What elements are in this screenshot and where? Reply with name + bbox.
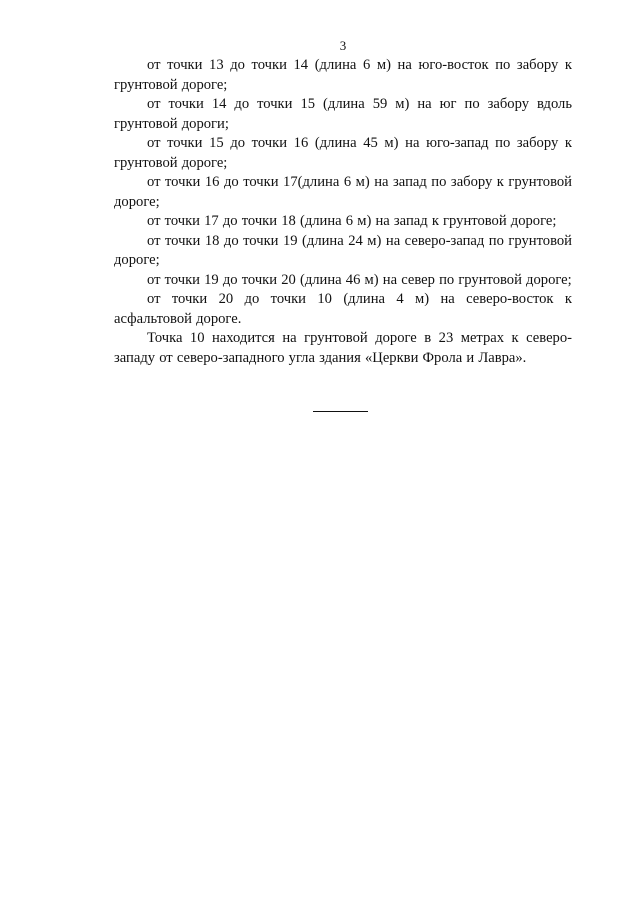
page-number: 3 <box>339 38 347 53</box>
paragraph-segment-14-15: от точки 14 до точки 15 (длина 59 м) на юг по забору вдоль грунтовой дороги; <box>114 96 572 132</box>
paragraph-point-10-location: Точка 10 находится на грунтовой дороге в 23 метрах к северо-западу от северо-западного угла здания «Церкви Фрола и Лавра». <box>114 330 572 366</box>
end-rule <box>313 411 368 412</box>
document-body <box>114 56 572 368</box>
paragraph-segment-15-16: от точки 15 до точки 16 (длина 45 м) на юго-запад по забору к грунтовой дороге; <box>114 135 572 171</box>
paragraph-segment-13-14: от точки 13 до точки 14 (длина 6 м) на юго-восток по забору к грунтовой дороге; <box>114 57 572 93</box>
paragraph-segment-16-17: от точки 16 до точки 17(длина 6 м) на запад по забору к грунтовой дороге; <box>114 174 572 210</box>
paragraph-segment-17-18: от точки 17 до точки 18 (длина 6 м) на запад к грунтовой дороге; <box>147 213 557 229</box>
paragraph-segment-20-10: от точки 20 до точки 10 (длина 4 м) на северо-восток к асфальтовой дороге. <box>114 291 572 327</box>
paragraph-segment-19-20: от точки 19 до точки 20 (длина 46 м) на север по грунтовой дороге; <box>147 271 572 288</box>
paragraph-segment-18-19: от точки 18 до точки 19 (длина 24 м) на северо-запад по грунтовой дороге; <box>114 232 572 268</box>
